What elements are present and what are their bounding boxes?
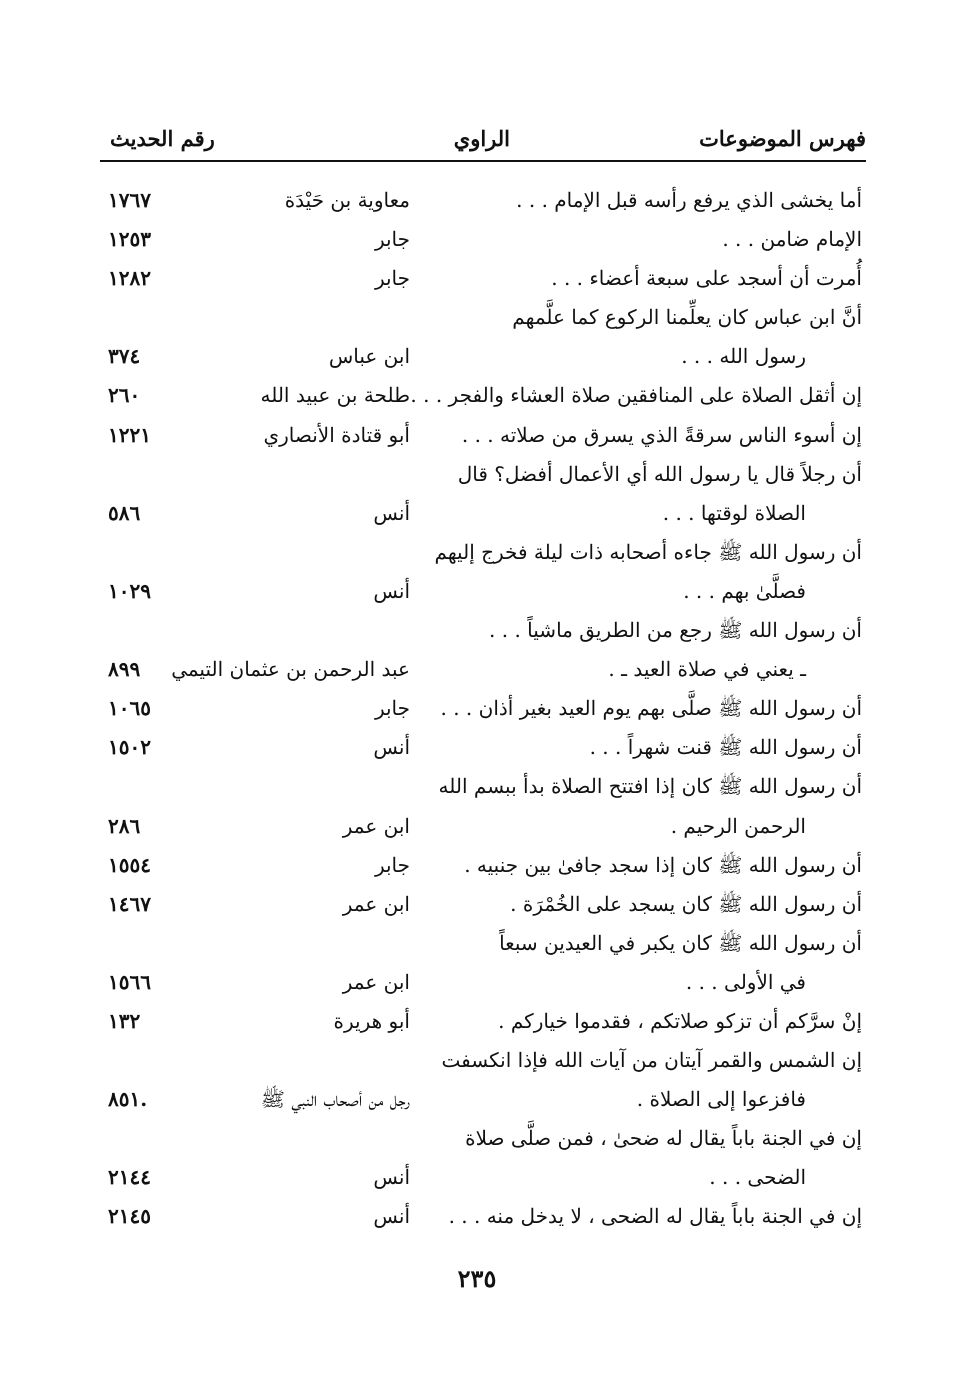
index-row xyxy=(0,220,954,259)
index-row xyxy=(0,689,954,728)
page-number: ٢٣٥ xyxy=(457,1264,497,1293)
hadith-number: ١٣٢ xyxy=(108,1008,141,1033)
topic-text: أن رسول الله ﷺ رجع من الطريق ماشياً . . . xyxy=(489,618,862,643)
topic-text: الرحمن الرحيم . xyxy=(670,813,806,838)
topic-text: في الأولى . . . xyxy=(685,969,806,994)
narrator-text: أبو قتادة الأنصاري xyxy=(263,422,410,447)
hadith-number: ٢٦٠ xyxy=(108,383,141,408)
topic-text: أُمرت أن أسجد على سبعة أعضاء . . . xyxy=(551,266,862,291)
index-row xyxy=(0,650,954,689)
narrator-text: طلحة بن عبيد الله xyxy=(260,383,410,408)
hadith-number: ١٥٠٢ xyxy=(108,735,151,760)
index-row xyxy=(0,1002,954,1041)
narrator-text: ابن عباس xyxy=(328,344,410,369)
narrator-text: عبد الرحمن بن عثمان التيمي xyxy=(171,657,410,682)
index-row xyxy=(0,885,954,924)
hadith-number: ١٧٦٧ xyxy=(108,188,151,212)
narrator-text: معاوية بن حَيْدَة xyxy=(284,188,410,212)
narrator-text: جابر xyxy=(374,852,410,877)
index-row xyxy=(0,298,954,337)
topic-text: أن رسول الله ﷺ صلَّى بهم يوم العيد بغير أذان . . . xyxy=(440,696,862,721)
index-row xyxy=(0,1158,954,1197)
index-row xyxy=(0,1080,954,1119)
index-row xyxy=(0,1041,954,1080)
topic-text: أن رسول الله ﷺ قنت شهراً . . . xyxy=(589,735,862,760)
topic-text: أما يخشى الذي يرفع رأسه قبل الإمام . . . xyxy=(516,188,862,212)
topic-text: الإمام ضامن . . . xyxy=(722,227,862,252)
narrator-text: أنس xyxy=(373,1204,410,1229)
index-row xyxy=(0,572,954,611)
topic-column-header: فهرس الموضوعات xyxy=(699,126,866,151)
narrator-text: أنس xyxy=(373,735,410,760)
index-row xyxy=(0,181,954,220)
table-header xyxy=(100,120,866,162)
narrator-text: جابر xyxy=(374,266,410,291)
hadith-number: ١٢٨٢ xyxy=(108,266,151,291)
narrator-text: ابن عمر xyxy=(342,891,410,916)
narrator-text: ابن عمر xyxy=(342,969,410,994)
narrator-column-header: الراوي xyxy=(453,126,510,151)
topic-text: إن أسوء الناس سرقةً الذي يسرق من صلاته . . . xyxy=(461,422,862,447)
hadith-number: ١٢٢١ xyxy=(108,422,151,447)
hadith-number: ١٢٥٣ xyxy=(108,227,151,252)
topic-text: أن رسول الله ﷺ جاءه أصحابه ذات ليلة فخرج إليهم xyxy=(434,539,862,564)
topic-text: إن الشمس والقمر آيتان من آيات الله فإذا انكسفت xyxy=(441,1048,862,1073)
hadith-number-column-header: رقم الحديث xyxy=(110,126,215,151)
topic-text: الضحى . . . xyxy=(709,1165,806,1190)
narrator-text: أنس xyxy=(373,578,410,603)
hadith-number: ٨٥١. xyxy=(108,1087,148,1112)
topic-text: إن في الجنة باباً يقال له ضحىٰ ، فمن صلَّى صلاة xyxy=(465,1126,862,1151)
index-rows xyxy=(0,181,954,1237)
index-row xyxy=(0,846,954,885)
index-row xyxy=(0,533,954,572)
narrator-text: رجل من أصحاب النبي ﷺ xyxy=(260,1087,410,1112)
topic-text: فصلَّىٰ بهم . . . xyxy=(683,578,806,603)
index-row xyxy=(0,807,954,846)
topic-text: أن رسول الله ﷺ كان يسجد على الخُمْرَة . xyxy=(510,891,862,916)
hadith-number: ٢١٤٤ xyxy=(108,1165,151,1190)
narrator-text: أنس xyxy=(373,500,410,525)
index-row xyxy=(0,259,954,298)
index-row xyxy=(0,728,954,767)
hadith-number: ١٠٦٥ xyxy=(108,696,151,721)
hadith-number: ١٥٦٦ xyxy=(108,969,151,994)
hadith-number: ٣٧٤ xyxy=(108,344,141,369)
topic-text: أن رسول الله ﷺ كان إذا سجد جافىٰ بين جنبيه . xyxy=(464,852,862,877)
narrator-text: جابر xyxy=(374,696,410,721)
topic-text: إنْ سرَّكم أن تزكو صلاتكم ، فقدموا خياركم . xyxy=(498,1008,862,1033)
index-row xyxy=(0,494,954,533)
hadith-number: ٢١٤٥ xyxy=(108,1204,151,1229)
hadith-number: ٨٩٩ xyxy=(108,657,141,682)
index-row xyxy=(0,767,954,806)
index-row xyxy=(0,455,954,494)
narrator-text: جابر xyxy=(374,227,410,252)
hadith-number: ١٥٥٤ xyxy=(108,852,151,877)
hadith-number: ٥٨٦ xyxy=(108,500,141,525)
index-row xyxy=(0,376,954,415)
topic-text: رسول الله . . . xyxy=(681,344,806,369)
index-row xyxy=(0,337,954,376)
topic-text: إن في الجنة باباً يقال له الضحى ، لا يدخل منه . . . xyxy=(448,1204,862,1229)
index-row xyxy=(0,611,954,650)
topic-text: ـ يعني في صلاة العيد ـ . xyxy=(608,657,806,682)
topic-text: أن رسول الله ﷺ كان يكبر في العيدين سبعاً xyxy=(499,930,862,955)
topic-text: الصلاة لوقتها . . . xyxy=(662,500,806,525)
topic-text: أن رسول الله ﷺ كان إذا افتتح الصلاة بدأ ببسم الله xyxy=(438,774,862,799)
index-row xyxy=(0,1119,954,1158)
hadith-number: ١٤٦٧ xyxy=(108,891,151,916)
topic-text: أنَّ ابن عباس كان يعلِّمنا الركوع كما علَّمهم xyxy=(512,305,862,330)
narrator-text: أنس xyxy=(373,1165,410,1190)
topic-text: أن رجلاً قال يا رسول الله أي الأعمال أفضل؟ قال xyxy=(457,461,862,486)
index-row xyxy=(0,1197,954,1236)
hadith-number: ١٠٢٩ xyxy=(108,578,151,603)
index-row xyxy=(0,963,954,1002)
index-row xyxy=(0,416,954,455)
hadith-number: ٢٨٦ xyxy=(108,813,141,838)
index-row xyxy=(0,924,954,963)
narrator-text: ابن عمر xyxy=(342,813,410,838)
topic-text: فافزعوا إلى الصلاة . xyxy=(636,1087,806,1112)
narrator-text: أبو هريرة xyxy=(333,1008,410,1033)
topic-text: إن أثقل الصلاة على المنافقين صلاة العشاء والفجر . . . xyxy=(410,383,862,408)
